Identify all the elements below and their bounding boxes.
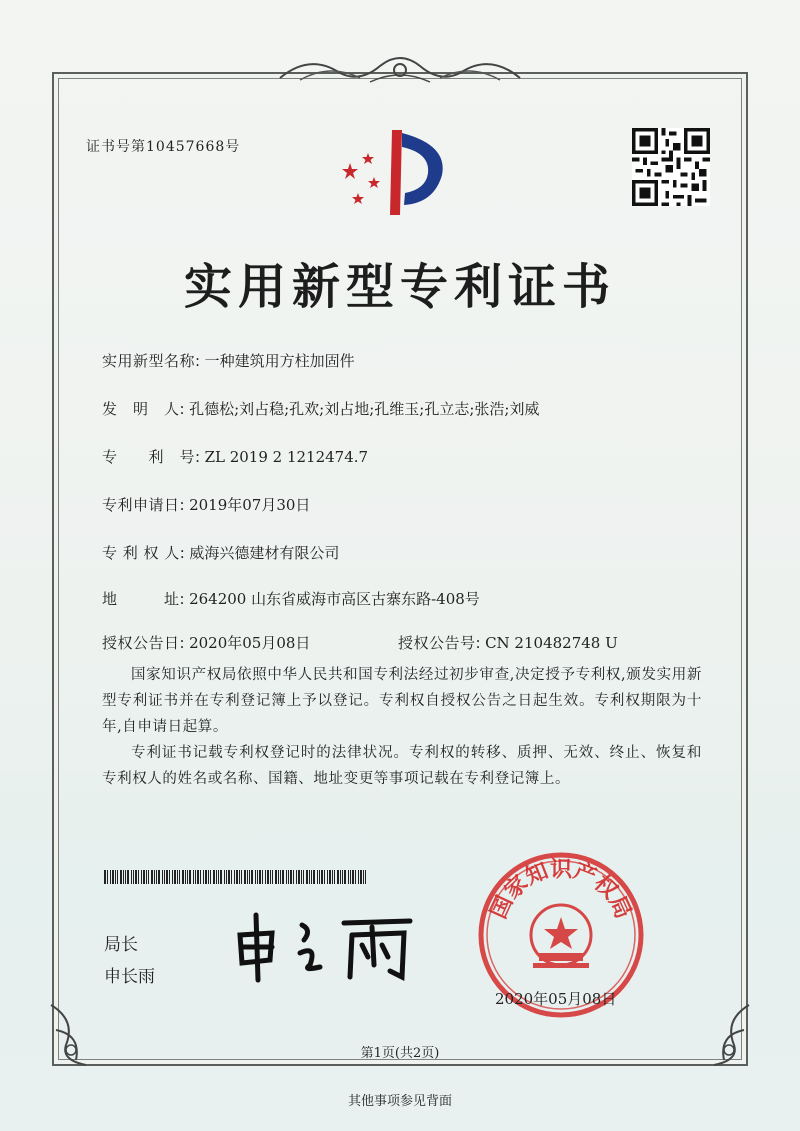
barcode-bar xyxy=(203,870,204,884)
barcode-bar xyxy=(363,870,364,884)
barcode-bar xyxy=(162,870,163,884)
barcode-bar xyxy=(306,870,308,884)
field-label: 授权公告日: xyxy=(102,634,186,652)
barcode-bar xyxy=(296,870,297,884)
barcode-bar xyxy=(321,870,323,884)
field-label: 发 明 人: xyxy=(102,400,186,418)
barcode-bar xyxy=(120,870,122,884)
barcode-bar xyxy=(182,870,184,884)
barcode-bar xyxy=(158,870,160,884)
barcode-bar xyxy=(255,870,256,884)
barcode-bar xyxy=(224,870,225,884)
application-date-field xyxy=(102,494,310,515)
patent-office-emblem xyxy=(330,125,460,220)
barcode-bar xyxy=(309,870,310,884)
barcode-bar xyxy=(146,870,147,884)
field-value: 威海兴德建材有限公司 xyxy=(189,544,340,562)
barcode-bar xyxy=(348,870,349,884)
barcode-bar xyxy=(166,870,168,884)
barcode-bar xyxy=(148,870,149,884)
barcode-bar xyxy=(337,870,339,884)
seal-text: 国家知识产权局 xyxy=(486,857,636,923)
barcode-bar xyxy=(236,870,238,884)
field-value: 2020年05月08日 xyxy=(189,634,311,652)
barcode-bar xyxy=(249,870,250,884)
barcode-bar xyxy=(247,870,248,884)
barcode-bar xyxy=(110,870,111,884)
field-label: 专 利 权 人: xyxy=(102,544,186,562)
barcode-bar xyxy=(293,870,294,884)
barcode-bar xyxy=(324,870,325,884)
barcode-bar xyxy=(313,870,315,884)
barcode-bar xyxy=(164,870,165,884)
patent-number-field xyxy=(102,446,368,467)
barcode-bar xyxy=(218,870,219,884)
statement-paragraph: 专利证书记载专利权登记时的法律状况。专利权的转移、质押、无效、终止、恢复和专利权人的姓名或名称、国籍、地址变更等事项记载在专利登记簿上。 xyxy=(102,745,702,787)
barcode-bar xyxy=(259,870,261,884)
page-title: 实用新型专利证书 xyxy=(183,259,616,315)
barcode-bar xyxy=(228,870,230,884)
svg-text:国家知识产权局 xyxy=(486,857,635,922)
field-value: CN 210482748 U xyxy=(485,634,618,652)
barcode-bar xyxy=(301,870,302,884)
seal-date: 2020年05月08日 xyxy=(495,990,617,1008)
barcode-bar xyxy=(239,870,240,884)
barcode-bar xyxy=(262,870,263,884)
barcode-bar xyxy=(257,870,258,884)
field-label: 地 址: xyxy=(102,590,186,608)
barcode-bar xyxy=(208,870,209,884)
certificate-number: 证书号第10457668号 xyxy=(86,139,241,155)
barcode-bar xyxy=(213,870,215,884)
field-value: ZL 2019 2 1212474.7 xyxy=(204,448,369,466)
barcode-bar xyxy=(327,870,328,884)
field-value: 2019年07月30日 xyxy=(189,496,311,514)
barcode-bar xyxy=(151,870,153,884)
director-name: 申长雨 xyxy=(104,967,155,987)
field-label: 专利申请日: xyxy=(102,496,186,514)
utility-model-name-field xyxy=(102,350,355,371)
barcode-bar xyxy=(133,870,134,884)
barcode-bar xyxy=(290,870,292,884)
patentee-field xyxy=(102,542,339,563)
barcode-bar xyxy=(107,870,108,884)
director-signature xyxy=(232,905,417,985)
barcode-bar xyxy=(251,870,253,884)
barcode-bar xyxy=(334,870,335,884)
barcode-bar xyxy=(344,870,346,884)
qr-code xyxy=(632,128,710,206)
field-label: 实用新型名称: xyxy=(102,352,201,370)
field-value: 264200 山东省威海市高区古寨东路-408号 xyxy=(189,590,480,608)
barcode-bar xyxy=(187,870,188,884)
barcode-bar xyxy=(169,870,170,884)
barcode-bar xyxy=(179,870,180,884)
barcode-bar xyxy=(267,870,269,884)
director-title: 局长 xyxy=(104,935,138,955)
barcode-bar xyxy=(220,870,222,884)
field-label: 授权公告号: xyxy=(398,634,482,652)
barcode-bar xyxy=(177,870,178,884)
barcode-bar xyxy=(350,870,351,884)
page-number: 第1页(共2页) xyxy=(360,1046,440,1061)
barcode-bar xyxy=(311,870,312,884)
barcode-bar xyxy=(332,870,333,884)
barcode-bar xyxy=(141,870,142,884)
barcode-bar xyxy=(172,870,173,884)
barcode-bar xyxy=(174,870,176,884)
statement-paragraph: 国家知识产权局依照中华人民共和国专利法经过初步审查,决定授予专利权,颁发实用新型专利证书并在专利登记簿上予以登记。专利权自授权公告之日起生效。专利权期限为十年,自申请日起算。 xyxy=(102,667,702,735)
barcode-bar xyxy=(365,870,366,884)
barcode-bar xyxy=(189,870,191,884)
inventors-field xyxy=(102,398,539,419)
barcode-bar xyxy=(275,870,277,884)
field-value: 一种建筑用方柱加固件 xyxy=(204,352,355,370)
barcode-bar xyxy=(138,870,139,884)
barcode-bar xyxy=(340,870,341,884)
barcode-bar xyxy=(197,870,199,884)
barcode-bar xyxy=(278,870,279,884)
barcode-bar xyxy=(185,870,186,884)
barcode-bar xyxy=(143,870,145,884)
barcode-bar xyxy=(226,870,227,884)
barcode-bar xyxy=(135,870,137,884)
top-ornament xyxy=(270,48,530,88)
barcode-bar xyxy=(272,870,273,884)
field-label: 专 利 号: xyxy=(102,448,201,466)
barcode-bar xyxy=(352,870,354,884)
barcode-bar xyxy=(104,870,106,884)
barcode-bar xyxy=(360,870,362,884)
barcode-bar xyxy=(280,870,281,884)
barcode-bar xyxy=(154,870,155,884)
barcode-bar xyxy=(131,870,132,884)
barcode-bar xyxy=(127,870,129,884)
barcode-bar xyxy=(342,870,343,884)
barcode xyxy=(104,870,366,884)
barcode-bar xyxy=(117,870,118,884)
barcode-bar xyxy=(193,870,194,884)
barcode-bar xyxy=(241,870,242,884)
barcode-bar xyxy=(244,870,246,884)
barcode-bar xyxy=(270,870,271,884)
barcode-bar xyxy=(200,870,201,884)
barcode-bar xyxy=(265,870,266,884)
barcode-bar xyxy=(115,870,116,884)
barcode-bar xyxy=(231,870,232,884)
barcode-bar xyxy=(298,870,300,884)
barcode-bar xyxy=(234,870,235,884)
grant-number-field xyxy=(398,632,618,653)
barcode-bar xyxy=(355,870,356,884)
barcode-bar xyxy=(205,870,207,884)
barcode-bar xyxy=(329,870,331,884)
barcode-bar xyxy=(317,870,318,884)
barcode-bar xyxy=(288,870,289,884)
barcode-bar xyxy=(125,870,126,884)
barcode-bar xyxy=(303,870,304,884)
back-note: 其他事项参见背面 xyxy=(347,1094,452,1109)
barcode-bar xyxy=(358,870,359,884)
field-value: 孔德松;刘占稳;孔欢;刘占地;孔维玉;孔立志;张浩;刘威 xyxy=(189,400,540,418)
barcode-bar xyxy=(286,870,287,884)
barcode-bar xyxy=(156,870,157,884)
barcode-bar xyxy=(216,870,217,884)
barcode-bar xyxy=(195,870,196,884)
barcode-bar xyxy=(112,870,114,884)
barcode-bar xyxy=(282,870,284,884)
barcode-bar xyxy=(319,870,320,884)
barcode-bar xyxy=(210,870,211,884)
grant-date-field xyxy=(102,632,310,653)
address-field xyxy=(102,588,480,609)
barcode-bar xyxy=(123,870,124,884)
